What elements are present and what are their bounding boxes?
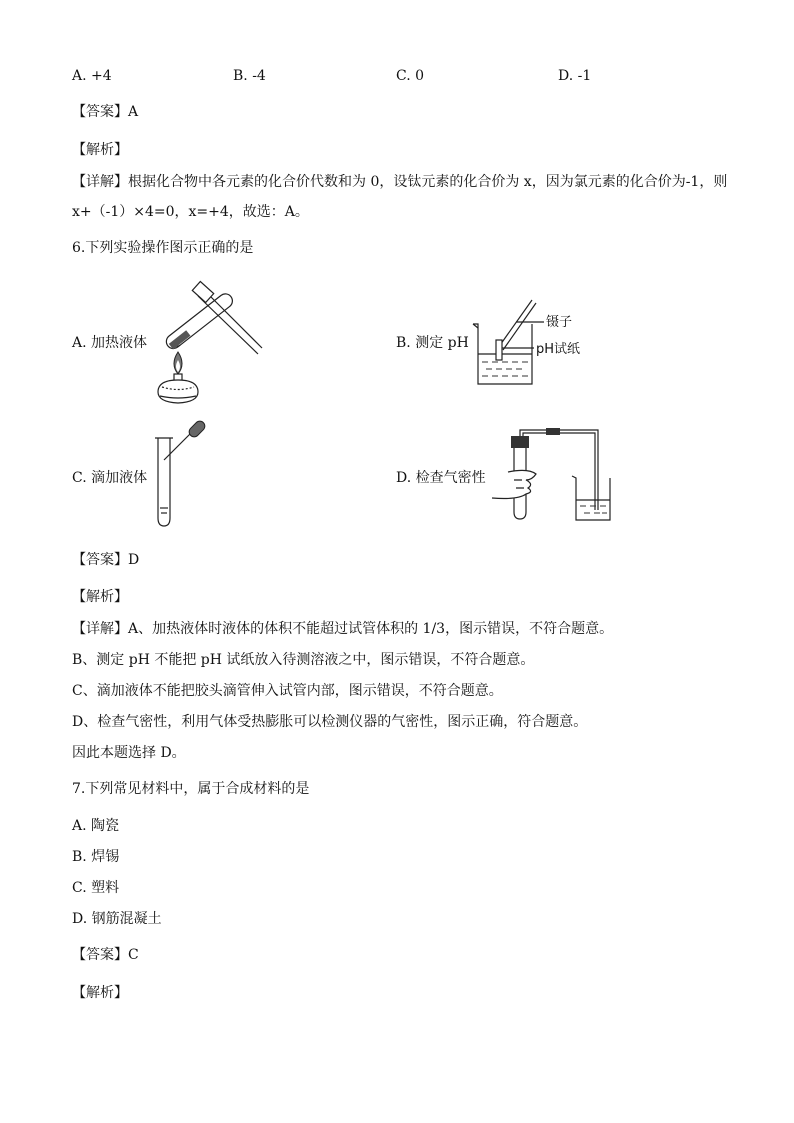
- q5-option-b: B. -4: [233, 68, 266, 84]
- q6-stem: 6.下列实验操作图示正确的是: [72, 240, 254, 256]
- q6-detail-line-3: C、滴加液体不能把胶头滴管伸入试管内部，图示错误，不符合题意。: [72, 683, 503, 699]
- q6-answer: 【答案】D: [72, 552, 140, 568]
- q6-option-b-label: B. 测定 pH: [396, 335, 469, 351]
- q5-analysis-heading: 【解析】: [72, 142, 128, 158]
- q5-answer: 【答案】A: [72, 104, 139, 120]
- q6-conclusion: 因此本题选择 D。: [72, 745, 186, 761]
- figure-heating-liquid: [140, 282, 270, 407]
- q7-analysis-heading: 【解析】: [72, 985, 128, 1001]
- q7-option-a: A. 陶瓷: [72, 818, 120, 834]
- q7-answer: 【答案】C: [72, 947, 139, 963]
- q7-stem: 7.下列常见材料中，属于合成材料的是: [72, 781, 310, 797]
- q6-option-a-label: A. 加热液体: [72, 335, 148, 351]
- callout-ph-paper: pH试纸: [536, 342, 581, 357]
- q5-option-c: C. 0: [396, 68, 425, 84]
- q5-detail-line-1: 【详解】根据化合物中各元素的化合价代数和为 0，设钛元素的化合价为 x，因为氯元素的化合价为-1，则: [72, 174, 728, 190]
- q6-option-c-label: C. 滴加液体: [72, 470, 148, 486]
- q6-detail-line-4: D、检查气密性，利用气体受热膨胀可以检测仪器的气密性，图示正确，符合题意。: [72, 714, 588, 730]
- q6-option-d-label: D. 检查气密性: [396, 470, 486, 486]
- figure-dropping-liquid: [150, 420, 220, 530]
- q6-detail-line-1: 【详解】A、加热液体时液体的体积不能超过试管体积的 1/3，图示错误，不符合题意。: [72, 621, 614, 637]
- q5-detail-line-2: x+（-1）×4=0，x=+4，故选：A。: [72, 204, 309, 220]
- q6-detail-line-2: B、测定 pH 不能把 pH 试纸放入待测溶液之中，图示错误，不符合题意。: [72, 652, 535, 668]
- q5-option-d: D. -1: [558, 68, 592, 84]
- q7-option-c: C. 塑料: [72, 880, 120, 896]
- callout-tweezers: 镊子: [546, 315, 573, 330]
- q7-option-d: D. 钢筋混凝土: [72, 911, 162, 927]
- figure-measure-ph: [470, 296, 670, 391]
- q6-analysis-heading: 【解析】: [72, 589, 128, 605]
- q5-option-a: A. +4: [72, 68, 112, 84]
- q7-option-b: B. 焊锡: [72, 849, 120, 865]
- figure-airtightness: [488, 428, 618, 523]
